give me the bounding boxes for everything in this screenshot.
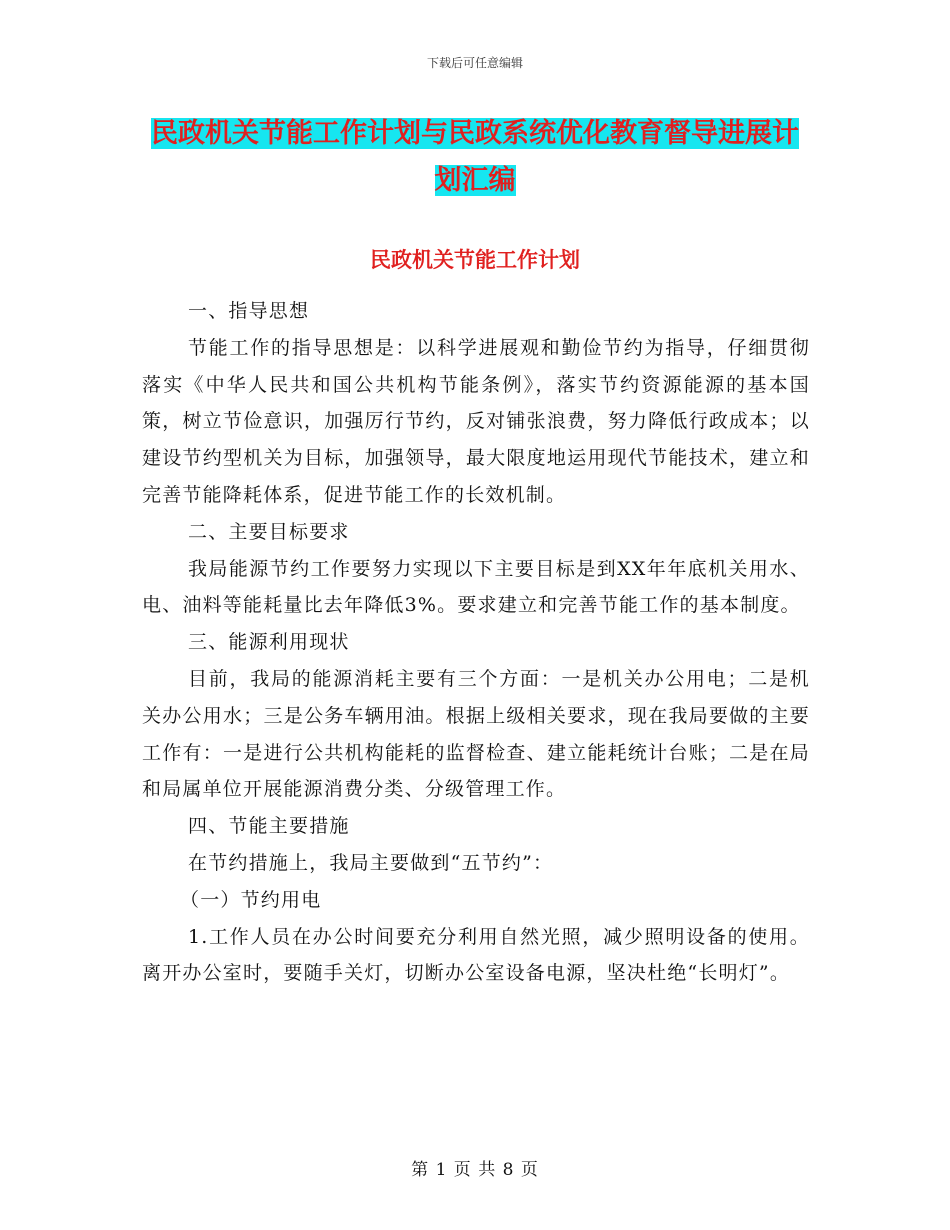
- document-title: [140, 110, 810, 204]
- paragraph-main-goals: 我局能源节约工作要努力实现以下主要目标是到XX年年底机关用水、电、油料等能耗量比去年降低3%。要求建立和完善节能工作的基本制度。: [142, 557, 810, 617]
- page-number: 第 1 页 共 8 页: [411, 1160, 539, 1180]
- heading-main-goals: 二、主要目标要求: [188, 520, 350, 543]
- subheading-save-electricity: （一）节约用电: [180, 888, 322, 911]
- section-title: 民政机关节能工作计划: [370, 248, 580, 272]
- heading-guiding-thought: 一、指导思想: [188, 300, 310, 322]
- document-title-text: 民政机关节能工作计划与民政系统优化教育督导进展计划汇编: [151, 118, 799, 196]
- paragraph-guiding-thought: 节能工作的指导思想是：以科学进展观和勤俭节约为指导，仔细贯彻落实《中华人民共和国公共机构节能条例》，落实节约资源能源的基本国策，树立节俭意识，加强厉行节约，反对铺张浪费，努力降低行政成本；以建设节约型机关为目标，加强领导，最大限度地运用现代节能技术，建立和完善节能降耗体系，促进节能工作的长效机制。: [142, 336, 810, 506]
- heading-energy-status: 三、能源利用现状: [188, 631, 350, 654]
- paragraph-measures-intro: 在节约措施上，我局主要做到“五节约”：: [188, 851, 554, 874]
- heading-measures: 四、节能主要措施: [188, 815, 350, 838]
- paragraph-save-electricity-1: 1.工作人员在办公时间要充分利用自然光照，减少照明设备的使用。离开办公室时，要随手关灯，切断办公室设备电源，坚决杜绝“长明灯”。: [142, 925, 810, 985]
- document-body: [142, 293, 810, 992]
- paragraph-energy-status: 目前，我局的能源消耗主要有三个方面：一是机关办公用电；二是机关办公用水；三是公务车辆用油。根据上级相关要求，现在我局要做的主要工作有：一是进行公共机构能耗的监督检查、建立能耗统计台账；二是在局和局属单位开展能源消费分类、分级管理工作。: [142, 667, 810, 801]
- page-header-note: 下载后可任意编辑: [426, 56, 523, 70]
